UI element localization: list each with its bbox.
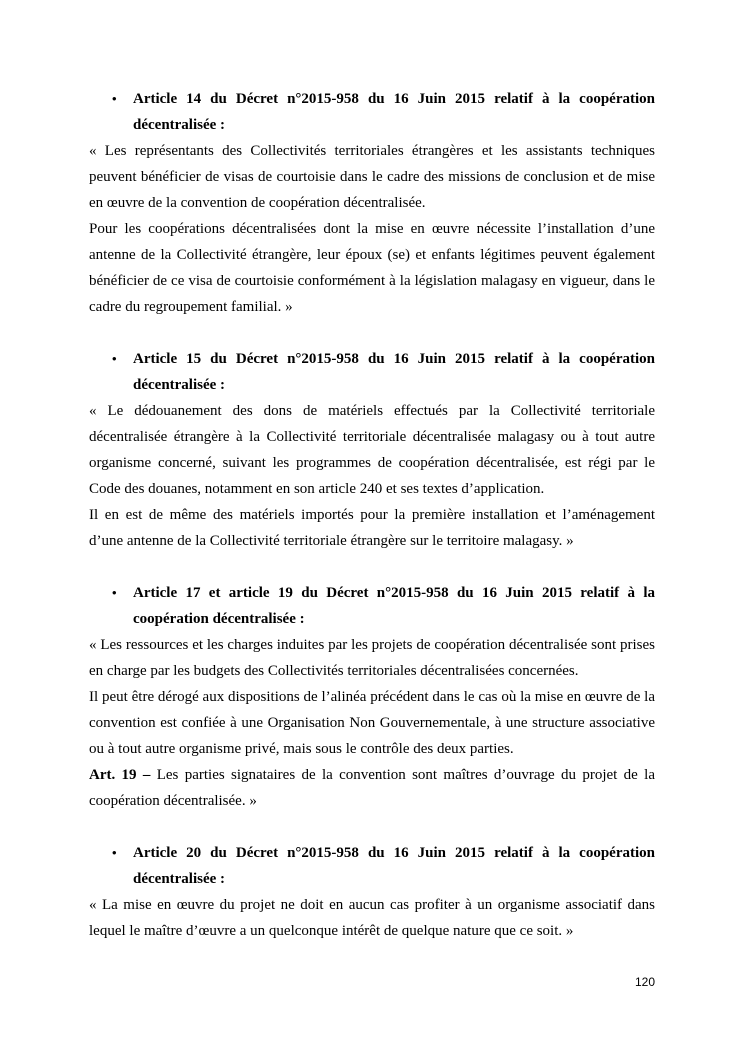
section-article-14 <box>89 86 655 320</box>
paragraph: « Les ressources et les charges induites par les projets de coopération décentralisée sont prises en charge par les budgets des Collectivités territoriales décentralisées concernées. <box>89 637 655 679</box>
section-heading <box>89 580 655 632</box>
heading-text: Article 15 du Décret n°2015-958 du 16 Juin 2015 relatif à la coopération décentralisée : <box>133 351 655 393</box>
paragraph: « Les représentants des Collectivités territoriales étrangères et les assistants techniques peuvent bénéficier de visas de courtoisie dans le cadre des missions de conclusion et de mise en œuvre de la convention de coopération décentralisée. <box>89 143 655 211</box>
heading-text: Article 20 du Décret n°2015-958 du 16 Juin 2015 relatif à la coopération décentralisée : <box>133 845 655 887</box>
section-article-17-19 <box>89 580 655 814</box>
section-article-15 <box>89 346 655 554</box>
paragraph: Il peut être dérogé aux dispositions de l’alinéa précédent dans le cas où la mise en œuvre de la convention est confiée à une Organisation Non Gouvernementale, à une structure associative ou à tout autre organisme privé, mais sous le contrôle des deux parties. <box>89 689 655 757</box>
art-19-paragraph <box>89 762 655 814</box>
heading-text: Article 14 du Décret n°2015-958 du 16 Juin 2015 relatif à la coopération décentralisée : <box>133 91 655 133</box>
section-heading <box>89 86 655 138</box>
paragraph: « La mise en œuvre du projet ne doit en aucun cas profiter à un organisme associatif dans lequel le maître d’œuvre a un quelconque intérêt de quelque nature que ce soit. » <box>89 897 655 939</box>
bullet-icon: • <box>112 351 117 366</box>
bullet-icon: • <box>112 845 117 860</box>
paragraph: Il en est de même des matériels importés pour la première installation et l’aménagement d’une antenne de la Collectivité territoriale étrangère sur le territoire malagasy. » <box>89 507 655 549</box>
bullet-icon: • <box>112 91 117 106</box>
paragraph: Pour les coopérations décentralisées dont la mise en œuvre nécessite l’installation d’une antenne de la Collectivité étrangère, leur époux (se) et enfants légitimes peuvent également bénéficier de ce visa de courtoisie conformément à la législation malagasy en vigueur, dans le cadre du regroupement familial. » <box>89 221 655 315</box>
section-heading <box>89 840 655 892</box>
section-heading <box>89 346 655 398</box>
bullet-icon: • <box>112 585 117 600</box>
paragraph: « Le dédouanement des dons de matériels effectués par la Collectivité territoriale décentralisée étrangère à la Collectivité territoriale décentralisée malagasy ou à tout autre organisme concerné, suivant les programmes de coopération décentralisée, est régi par le Code des douanes, notamment en son article 240 et ses textes d’application. <box>89 403 655 497</box>
art-19-text: Les parties signataires de la convention sont maîtres d’ouvrage du projet de la coopération décentralisée. » <box>89 767 655 809</box>
page-number: 120 <box>634 975 655 989</box>
section-article-20 <box>89 840 655 944</box>
art-19-label: Art. 19 – <box>89 767 151 783</box>
heading-text: Article 17 et article 19 du Décret n°2015-958 du 16 Juin 2015 relatif à la coopération décentralisée : <box>133 585 655 627</box>
